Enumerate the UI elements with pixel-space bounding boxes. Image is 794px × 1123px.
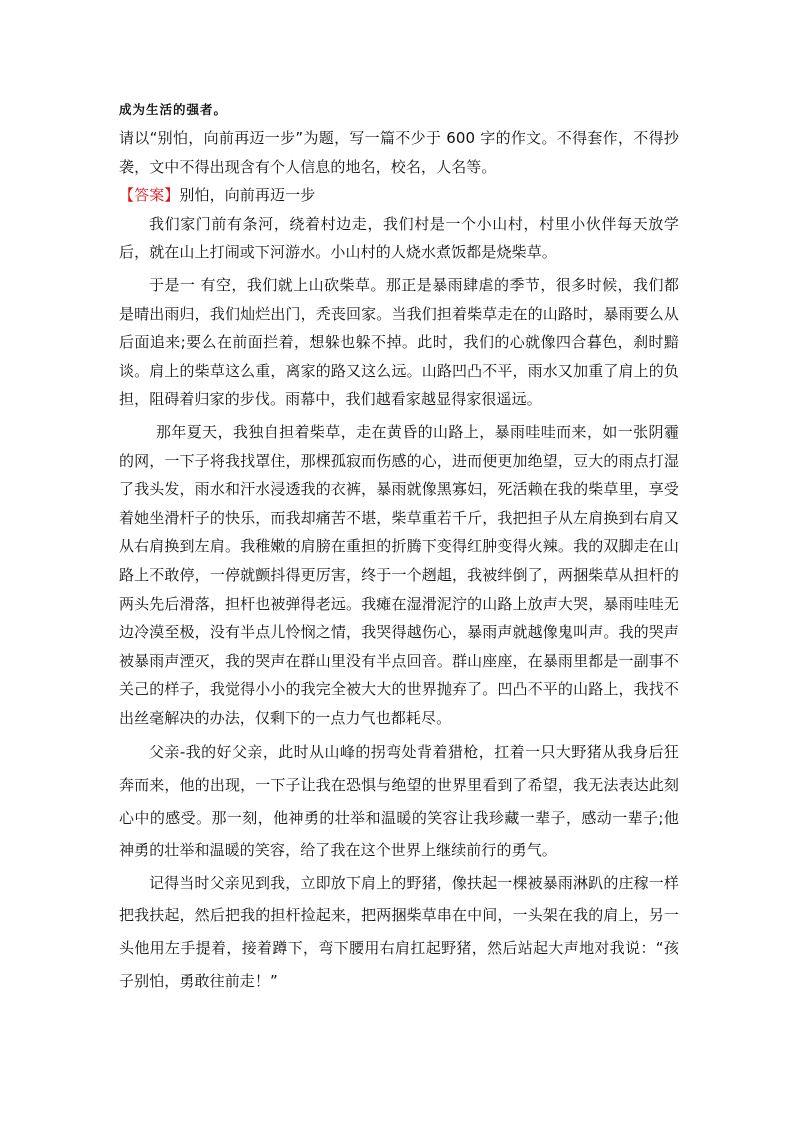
answer-tag: 【答案】 xyxy=(119,186,180,205)
intro-tail: 成为生活的强者。 xyxy=(119,102,228,117)
essay-prompt: 请以“别怕，向前再迈一步”为题，写一篇不少于 600 字的作文。不得套作，不得抄袭，文中不得出现含有个人信息的地名，校名，人名等。 xyxy=(119,129,679,176)
essay-paragraph-5: 记得当时父亲见到我，立即放下肩上的野猪，像扶起一棵被暴雨淋趴的庄稼一样把我扶起，然后把我的担杆捡起来，把两捆柴草串在中间，一头架在我的肩上，另一头他用左手提着，接着蹲下，弯下腰用右肩扛起野猪，然后站起大声地对我说：“孩子别怕，勇敢往前走！” xyxy=(119,873,679,990)
document-body xyxy=(119,96,679,997)
essay-paragraph-4: 父亲-我的好父亲，此时从山峰的拐弯处背着猎枪，扛着一只大野猪从我身后狂奔而来，他的出现，一下子让我在恐惧与绝望的世界里看到了希望，我无法表达此刻心中的感受。那一刻，他神勇的壮举和温暖的笑容让我珍藏一辈子，感动一辈子;他神勇的壮举和温暖的笑容，给了我在这个世界上继续前行的勇气。 xyxy=(119,743,679,860)
essay-paragraph-1: 我们家门前有条河，绕着村边走，我们村是一个小山村，村里小伙伴每天放学后，就在山上打闹或下河游水。小山村的人烧水煮饭都是烧柴草。 xyxy=(119,214,679,262)
essay-paragraph-3: 那年夏天，我独自担着柴草，走在黄昏的山路上，暴雨哇哇而来，如一张阴霾的网，一下子将我找罩住，那棵孤寂而伤感的心，进而便更加绝望，豆大的雨点打湿了我头发，雨水和汗水浸透我的衣裤，暴雨就像黑寡妇，死活赖在我的柴草里，享受着她坐滑杆子的快乐，而我却痛苦不堪，柴草重若千斤，我把担子从左肩换到右肩又从右肩换到左肩。我稚嫩的肩膀在重担的折腾下变得红肿变得火辣。我的双脚走在山路上不敢停，一停就颤抖得更厉害，终于一个趔趄，我被绊倒了，两捆柴草从担杆的两头先后滑落，担杆也被弹得老远。我瘫在湿滑泥泞的山路上放声大哭，暴雨哇哇无边冷漠至极，没有半点儿怜悯之情，我哭得越伤心，暴雨声就越像鬼叫声。我的哭声被暴雨声湮灭，我的哭声在群山里没有半点回音。群山座座，在暴雨里都是一副事不关己的样子，我觉得小小的我完全被大大的世界抛弃了。凹凸不平的山路上，我找不出丝毫解决的办法，仅剩下的一点力气也都耗尽。 xyxy=(119,422,679,727)
essay-paragraph-2: 于是一 有空，我们就上山砍柴草。那正是暴雨肆虐的季节，很多时候，我们都是晴出雨归，我们灿烂出门，秃丧回家。当我们担着柴草走在的山路时，暴雨要么从后面追来;要么在前面拦着，想躲也躲不掉。此时，我们的心就像四合暮色，刹时黯谈。肩上的柴草这么重，离家的路又这么远。山路凹凸不平，雨水又加重了肩上的负担，阻碍着归家的步伐。雨幕中，我们越看家越显得家很遥远。 xyxy=(119,275,679,409)
answer-title: 别怕，向前再迈一步 xyxy=(179,186,316,205)
answer-heading xyxy=(119,181,679,210)
